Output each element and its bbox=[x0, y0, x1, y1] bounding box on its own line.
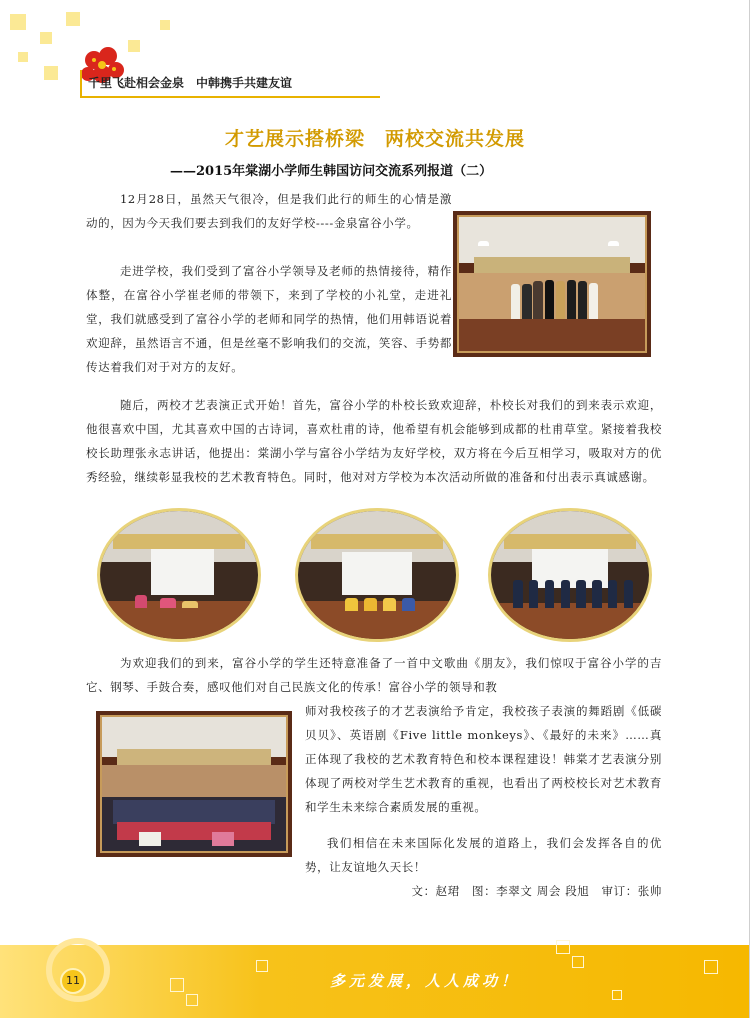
photo-group-hall bbox=[453, 211, 651, 357]
decor-square bbox=[10, 14, 26, 30]
paragraph: 师对我校孩子的才艺表演给予肯定，我校孩子表演的舞蹈剧《低碳贝贝》、英语剧《Five little monkeys》、《最好的未来》……真正体现了我校的艺术教育特色和校本课程建设！韩棠才艺表演分别体现了两校对学生艺术教育的重视，也看出了两校校长对艺术教育和学生未来综合素质发展的重视。 bbox=[305, 704, 662, 814]
decor-square bbox=[170, 978, 184, 992]
decor-square bbox=[66, 12, 80, 26]
decor-square bbox=[572, 956, 584, 968]
decor-square bbox=[256, 960, 268, 972]
paragraph: 12月28日，虽然天气很冷，但是我们此行的师生的心情是激动的，因为今天我们要去到我们的友好学校----金泉富谷小学。 bbox=[86, 192, 452, 230]
page-number: 11 bbox=[66, 974, 80, 987]
decor-square bbox=[18, 52, 28, 62]
photo-performance-2 bbox=[295, 508, 459, 642]
decor-square bbox=[186, 994, 198, 1006]
credits: 文：赵珺 图：李翠文 周会 段旭 审订：张帅 bbox=[411, 884, 662, 898]
decor-square bbox=[556, 940, 570, 954]
paragraph: 随后，两校才艺表演正式开始！首先，富谷小学的朴校长致欢迎辞，朴校长对我们的到来表示欢迎，他很喜欢中国，尤其喜欢中国的古诗词，喜欢杜甫的诗，他希望有机会能够到成都的杜甫草堂。紧接着我校校长助理张永志讲话，他提出：棠湖小学与富谷小学结为友好学校，双方将在今后互相学习，吸取对方的优秀经验，继续彰显我校的艺术教育特色。同时，他对对方学校为本次活动所做的准备和付出表示真诚感谢。 bbox=[86, 398, 662, 484]
decor-square bbox=[128, 40, 140, 52]
decor-square bbox=[612, 990, 622, 1000]
paragraph: 我们相信在未来国际化发展的道路上，我们会发挥各自的优势，让友谊地久天长！ bbox=[305, 836, 662, 874]
running-title: 千里飞赴相会金泉 中韩携手共建友谊 bbox=[88, 76, 293, 90]
header-rule bbox=[80, 96, 380, 98]
footer-slogan: 多元发展，人人成功！ bbox=[330, 972, 521, 990]
paragraph: 为欢迎我们的到来，富谷小学的学生还特意准备了一首中文歌曲《朋友》，我们惊叹于富谷小学的吉它、钢琴、手鼓合奏，感叹他们对自己民族文化的传承！富谷小学的领导和教 bbox=[86, 656, 662, 694]
header-rule-vertical bbox=[80, 70, 82, 98]
decor-square bbox=[44, 66, 58, 80]
paragraph: 走进学校，我们受到了富谷小学领导及老师的热情接待，精作体整，在富谷小学崔老师的带领下，来到了学校的小礼堂，走进礼堂，我们就感受到了富谷小学的老师和同学的热情，他们用韩语说着欢迎辞，虽然语言不通，但是丝毫不影响我们的交流，笑容、手势都传达着我们对于对方的友好。 bbox=[86, 264, 452, 374]
decor-square bbox=[704, 960, 718, 974]
decor-square bbox=[160, 20, 170, 30]
photo-performance-3 bbox=[488, 508, 652, 642]
article-title: 才艺展示搭桥梁 两校交流共发展 bbox=[224, 128, 525, 150]
photo-group-students bbox=[96, 711, 292, 857]
photo-performance-1 bbox=[97, 508, 261, 642]
decor-square bbox=[40, 32, 52, 44]
article-subtitle: ——2015年棠湖小学师生韩国访问交流系列报道（二） bbox=[170, 164, 493, 179]
